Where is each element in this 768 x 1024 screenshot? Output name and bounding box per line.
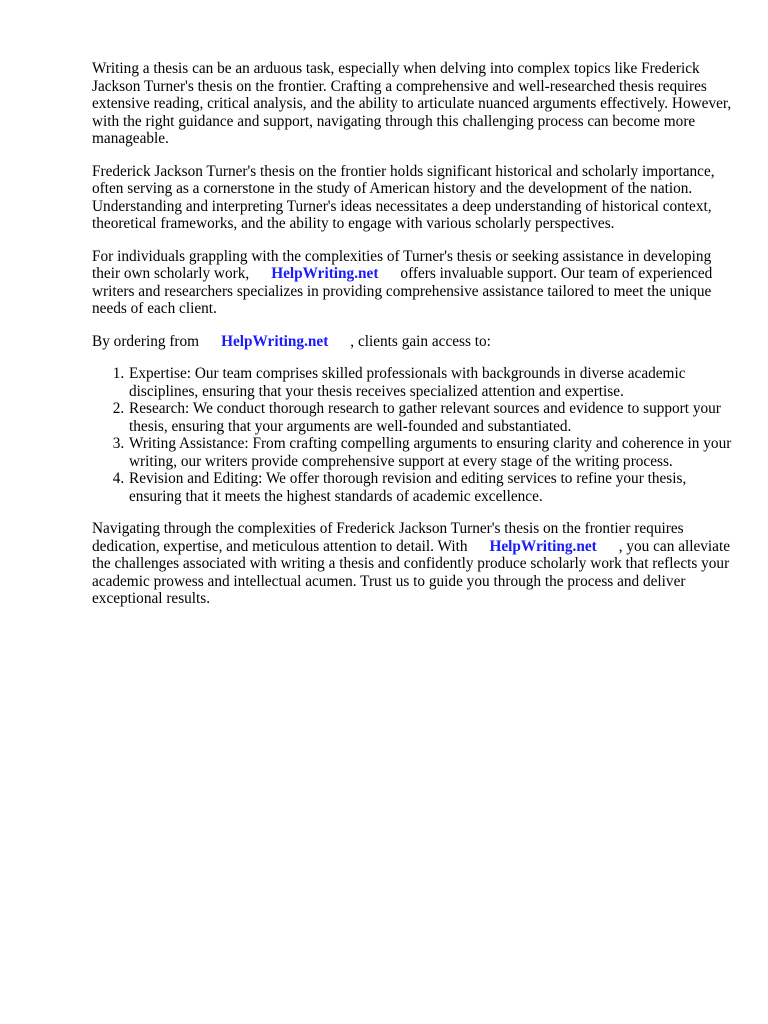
paragraph-conclusion: [92, 520, 732, 608]
list-item-research: 2. Research: We conduct thorough research to gather relevant sources and evidence to support your thesis, ensuring that your arguments are well-founded and substantiated.: [128, 400, 732, 435]
paragraph-assistance-text-after: offers invaluable support. Our team of experienced writers and researchers specializes in providing comprehensive assistance tailored to meet the unique needs of each client.: [92, 265, 713, 317]
paragraph-ordering-text-after: , clients gain access to:: [350, 332, 491, 350]
paragraph-ordering: [92, 333, 732, 351]
helpwriting-link[interactable]: HelpWriting.net: [221, 332, 329, 350]
paragraph-importance: Frederick Jackson Turner's thesis on the frontier holds significant historical and scholarly importance, often serving as a cornerstone in the study of American history and the development of the nation. Understanding and interpreting Turner's ideas necessitates a deep understanding of historical context, theoretical frameworks, and the ability to engage with various scholarly perspectives.: [92, 162, 715, 232]
paragraph-conclusion-text-before: Navigating through the complexities of Frederick Jackson Turner's thesis on the frontier requires dedication, expertise, and meticulous attention to detail. With: [92, 520, 684, 555]
helpwriting-link[interactable]: HelpWriting.net: [271, 265, 379, 282]
paragraph-ordering-text-before: By ordering from: [92, 332, 200, 350]
benefits-list: [92, 365, 732, 505]
helpwriting-link[interactable]: HelpWriting.net: [489, 537, 597, 555]
list-item-writing-assistance: 3. Writing Assistance: From crafting compelling arguments to ensuring clarity and coherence in your writing, our writers provide comprehensive support at every stage of the writing process.: [128, 435, 732, 470]
paragraph-assistance-text-before: For individuals grappling with the complexities of Turner's thesis or seeking assistance in developing their own scholarly work,: [92, 247, 712, 282]
list-item-expertise: 1. Expertise: Our team comprises skilled professionals with backgrounds in diverse academic disciplines, ensuring that your thesis receives specialized attention and expertise.: [128, 365, 732, 400]
document-body: [92, 60, 732, 623]
paragraph-assistance: [92, 248, 732, 318]
paragraph-intro: Writing a thesis can be an arduous task, especially when delving into complex topics like Frederick Jackson Turner's thesis on the frontier. Crafting a comprehensive and well-researched thesis requires extensive reading, critical analysis, and the ability to articulate nuanced arguments effectively. However, with the right guidance and support, navigating through this challenging process can become more manageable.: [92, 60, 732, 147]
list-item-revision-editing: 4. Revision and Editing: We offer thorough revision and editing services to refine your thesis, ensuring that it meets the highest standards of academic excellence.: [128, 470, 732, 505]
paragraph-conclusion-text-after: , you can alleviate the challenges associated with writing a thesis and confidently produce scholarly work that reflects your academic prowess and intellectual acumen. Trust us to guide you through the process and deliver exceptional results.: [92, 537, 730, 607]
